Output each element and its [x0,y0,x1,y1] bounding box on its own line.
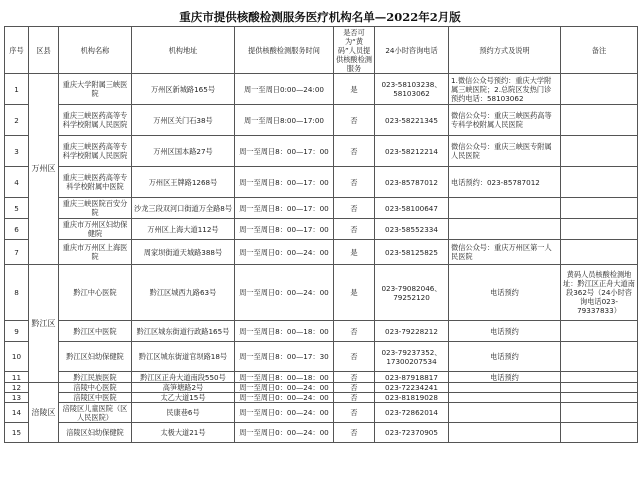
header-time: 提供核酸检测服务时间 [235,27,334,74]
hotline: 023-58212214 [375,136,449,167]
row-seq: 9 [5,321,29,342]
yellow-code-flag: 否 [334,393,375,403]
service-time: 周一至周日0：00—24：00 [235,240,334,265]
row-seq: 4 [5,167,29,198]
org-name: 重庆市万州区上海医院 [59,240,132,265]
yellow-code-flag: 否 [334,403,375,423]
hotline: 023-79237352、17300207534 [375,342,449,372]
appointment-info: 电话预约：023-85787012 [449,167,561,198]
remarks [561,321,638,342]
hotline: 023-58100647 [375,198,449,219]
appointment-info: 电话预约 [449,342,561,372]
row-seq: 15 [5,423,29,443]
remarks [561,136,638,167]
org-address: 高笋塘路2号 [132,383,235,393]
appointment-info [449,393,561,403]
org-name: 重庆三峡医药高等专科学校附属人民医院 [59,136,132,167]
org-address: 万州区新城路165号 [132,74,235,105]
org-name: 涪陵区儿童医院（区人民医院） [59,403,132,423]
table-row [5,342,638,372]
row-seq: 3 [5,136,29,167]
row-seq: 6 [5,219,29,240]
org-address: 黔江区正舟大道南段550号 [132,372,235,383]
header-yellow-code: 是否可为“黄码”人员提供核酸检测服务 [334,27,375,74]
table-row [5,321,638,342]
hotline: 023-79082046、79252120 [375,265,449,321]
table-row [5,219,638,240]
org-address: 黔江区城东街道官坝路18号 [132,342,235,372]
remarks [561,167,638,198]
remarks: 黄码人员核酸检测地址：黔江区正舟大道南段362号（24小时咨询电话023-79337833） [561,265,638,321]
service-time: 周一至周日0：00—24：00 [235,265,334,321]
table-row [5,167,638,198]
yellow-code-flag: 否 [334,219,375,240]
org-address: 太极大道21号 [132,423,235,443]
org-name: 黔江民族医院 [59,372,132,383]
hotline: 023-72234241 [375,383,449,393]
row-seq: 11 [5,372,29,383]
district-cell: 黔江区 [29,265,59,383]
table-row [5,136,638,167]
table-row [5,240,638,265]
org-name: 重庆三峡医药高等专科学校附属中医院 [59,167,132,198]
org-name: 重庆大学附属三峡医院 [59,74,132,105]
appointment-info [449,198,561,219]
org-address: 万州区关门石38号 [132,105,235,136]
yellow-code-flag: 否 [334,321,375,342]
hotline: 023-58103238、58103062 [375,74,449,105]
table-row [5,423,638,443]
remarks [561,393,638,403]
clinic-table [4,26,638,443]
service-time: 周一至周日8：00—18：00 [235,372,334,383]
appointment-info: 电话预约 [449,372,561,383]
org-address: 万州区上海大道112号 [132,219,235,240]
hotline: 023-81819028 [375,393,449,403]
service-time: 周一至周日0:00—24:00 [235,74,334,105]
header-address: 机构地址 [132,27,235,74]
hotline: 023-72370905 [375,423,449,443]
service-time: 周一至周日8：00—17：00 [235,198,334,219]
service-time: 周一至周日8：00—17：30 [235,342,334,372]
hotline: 023-79228212 [375,321,449,342]
district-cell: 万州区 [29,74,59,265]
org-name: 黔江中心医院 [59,265,132,321]
yellow-code-flag: 否 [334,372,375,383]
table-row [5,393,638,403]
row-seq: 14 [5,403,29,423]
yellow-code-flag: 是 [334,265,375,321]
row-seq: 8 [5,265,29,321]
yellow-code-flag: 否 [334,136,375,167]
org-address: 黔江区城西九路63号 [132,265,235,321]
appointment-info [449,423,561,443]
appointment-info: 1.微信公众号预约：重庆大学附属三峡医院；2.总院区发热门诊预约电话：58103062 [449,74,561,105]
org-name: 重庆三峡医院百安分院 [59,198,132,219]
appointment-info [449,219,561,240]
remarks [561,219,638,240]
service-time: 周一至周日8：00—17：00 [235,136,334,167]
org-address: 民康巷6号 [132,403,235,423]
document-title: 重庆市提供核酸检测服务医疗机构名单—2022年2月版 [179,10,461,24]
appointment-info: 微信公众号：重庆三峡医药高等专科学校附属人民医院 [449,105,561,136]
service-time: 周一至周日0：00—24：00 [235,393,334,403]
org-name: 涪陵区中医院 [59,393,132,403]
yellow-code-flag: 否 [334,342,375,372]
remarks [561,423,638,443]
row-seq: 2 [5,105,29,136]
remarks [561,342,638,372]
org-name: 重庆三峡医药高等专科学校附属人民医院 [59,105,132,136]
org-address: 万州区国本路27号 [132,136,235,167]
row-seq: 13 [5,393,29,403]
service-time: 周一至周日8:00—17:00 [235,105,334,136]
district-cell: 涪陵区 [29,383,59,443]
org-address: 沙龙三段双河口街道万全路8号 [132,198,235,219]
table-row [5,383,638,393]
header-appointment: 预约方式及说明 [449,27,561,74]
hotline: 023-58125825 [375,240,449,265]
service-time: 周一至周日8：00—17：00 [235,167,334,198]
appointment-info: 微信公众号：重庆万州区第一人民医院 [449,240,561,265]
remarks [561,74,638,105]
org-address: 万州区王牌路1268号 [132,167,235,198]
yellow-code-flag: 是 [334,240,375,265]
yellow-code-flag: 否 [334,423,375,443]
org-address: 周家坝街道天城路388号 [132,240,235,265]
header-district: 区县 [29,27,59,74]
header-seq: 序号 [5,27,29,74]
org-name: 黔江区中医院 [59,321,132,342]
hotline: 023-85787012 [375,167,449,198]
appointment-info: 微信公众号：重庆三峡医专附属人民医院 [449,136,561,167]
table-row [5,403,638,423]
appointment-info: 电话预约 [449,321,561,342]
yellow-code-flag: 否 [334,383,375,393]
yellow-code-flag: 否 [334,105,375,136]
table-row [5,198,638,219]
header-hotline: 24小时咨询电话 [375,27,449,74]
appointment-info: 电话预约 [449,265,561,321]
header-org-name: 机构名称 [59,27,132,74]
service-time: 周一至周日8：00—18：00 [235,321,334,342]
table-header-row [5,27,638,74]
hotline: 023-87918817 [375,372,449,383]
remarks [561,105,638,136]
yellow-code-flag: 否 [334,198,375,219]
remarks [561,372,638,383]
appointment-info [449,383,561,393]
row-seq: 1 [5,74,29,105]
row-seq: 7 [5,240,29,265]
org-name: 涪陵区妇幼保健院 [59,423,132,443]
hotline: 023-58221345 [375,105,449,136]
remarks [561,403,638,423]
row-seq: 10 [5,342,29,372]
org-name: 涪陵中心医院 [59,383,132,393]
service-time: 周一至周日8：00—17：00 [235,219,334,240]
header-remarks: 备注 [561,27,638,74]
row-seq: 5 [5,198,29,219]
hotline: 023-58552334 [375,219,449,240]
remarks [561,198,638,219]
remarks [561,240,638,265]
org-name: 黔江区妇幼保健院 [59,342,132,372]
table-row [5,265,638,321]
table-row [5,74,638,105]
service-time: 周一至周日0：00—24：00 [235,403,334,423]
org-name: 重庆市万州区妇幼保健院 [59,219,132,240]
yellow-code-flag: 否 [334,167,375,198]
table-row [5,105,638,136]
org-address: 太乙大道15号 [132,393,235,403]
remarks [561,383,638,393]
appointment-info [449,403,561,423]
service-time: 周一至周日0：00—24：00 [235,423,334,443]
hotline: 023-72862014 [375,403,449,423]
yellow-code-flag: 是 [334,74,375,105]
org-address: 黔江区城东街道行政路165号 [132,321,235,342]
table-row [5,372,638,383]
service-time: 周一至周日0：00—24：00 [235,383,334,393]
row-seq: 12 [5,383,29,393]
